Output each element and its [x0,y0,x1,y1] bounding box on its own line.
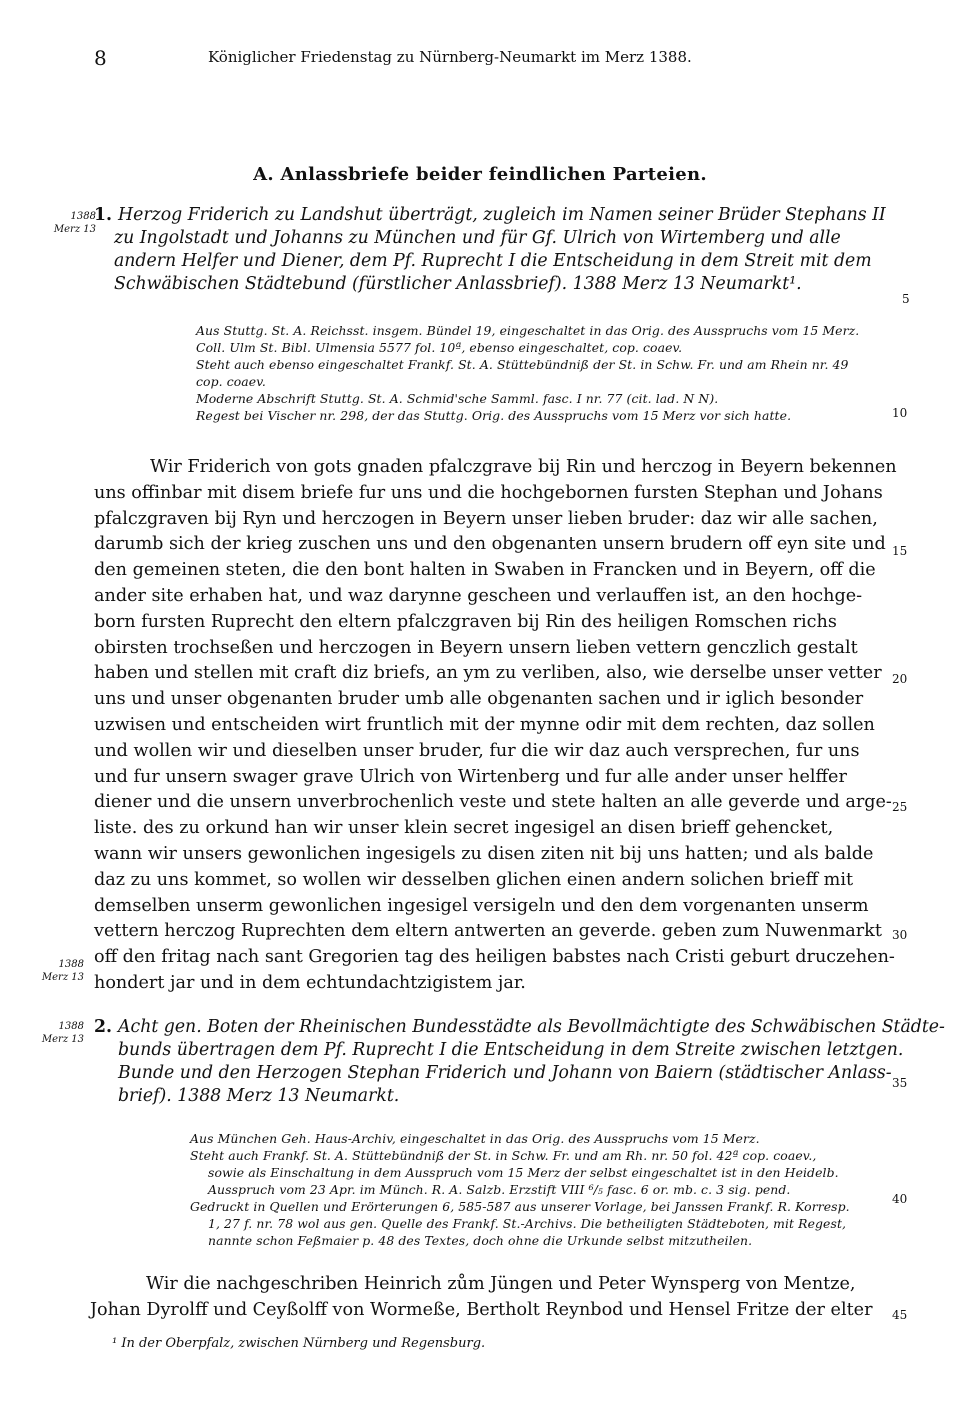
line-number: 40 [892,1192,908,1206]
entry2-sources [190,1130,920,1249]
regest-line: andern Helfer und Diener, dem Pf. Ruprecht I die Entscheidung in dem Streit mit dem [114,251,872,271]
entry-number: 2. [94,1017,113,1037]
source-line: Steht auch ebenso eingeschaltet Frankf. St. A. Stüttebündniß der St. in Schw. Fr. und am Rhein nr. 49 [196,357,849,372]
source-line: 1, 27 f. nr. 78 wol aus gen. Quelle des Frankf. St.-Archivs. Die betheiligten Städteboten, mit Regest, [208,1216,847,1231]
text-line: born fursten Ruprecht den eltern pfalczgraven bij Rin des heiligen Romschen richs [94,611,837,632]
text-line: uzwisen und entscheiden wirt fruntlich mit der mynne odir mit dem rechten, daz sollen [94,714,875,735]
regest-line: 1. Herzog Friderich zu Landshut überträgt, zugleich im Namen seiner Brüder Stephans II [94,205,886,225]
source-line: Regest bei Vischer nr. 298, der das Stuttg. Orig. des Ausspruchs vom 15 Merz vor sich hatte. [196,408,792,423]
text-line: wann wir unsers gewonlichen ingesigels zu disen ziten nit bij uns hatten; und als balde [94,843,874,864]
regest-line: brief). 1388 Merz 13 Neumarkt. [118,1086,400,1106]
line-number: 35 [892,1076,908,1090]
text-line: ander site erhaben hat, und waz darynne gescheen und verlauffen ist, an den hochge- [94,585,863,606]
footnote: ¹ In der Oberpfalz, zwischen Nürnberg und Regensburg. [112,1336,486,1351]
margin-year: 1388 [70,211,96,222]
text-line: Wir Friderich von gots gnaden pfalczgrave bij Rin und herczog in Beyern bekennen [150,457,897,477]
entry-number: 1. [94,205,113,225]
source-line: Ausspruch vom 23 Apr. im Münch. R. A. Salzb. Erzstift VIII ⁶/₅ fasc. 6 or. mb. c. 3 sig. pend. [208,1182,791,1197]
text-line: und fur unsern swager grave Ulrich von Wirtenberg und fur alle ander unser helffer [94,766,847,787]
regest-line: Bunde und den Herzogen Stephan Friderich und Johann von Baiern (städtischer Anlass- [118,1063,892,1083]
line-number: 25 [892,800,908,814]
margin-day: Merz 13 [53,224,96,235]
text-line: uns und unser obgenanten bruder umb alle obgenanten sachen und ir iglich besonder [94,689,864,710]
entry1-regest [94,204,894,296]
margin-day: Merz 13 [41,972,84,983]
text-line: haben und stellen mit craft diz briefs, an ym zu verliben, also, wie derselbe unser vetter [94,663,882,684]
text-line: vettern herczog Ruprechten dem eltern antwerten an geverde. geben zum Nuwenmarkt [94,921,882,942]
line-number: 30 [892,928,908,942]
section-title: A. Anlassbriefe beider feindlichen Parteien. [253,164,707,185]
text-line: daz zu uns kommet, so wollen wir desselben glichen einen andern solichen brieff mit [94,869,854,890]
line-number: 5 [902,292,910,306]
line-number: 15 [892,544,908,558]
line-number: 20 [892,672,908,686]
margin-date-entry1-end [24,958,84,984]
margin-day: Merz 13 [41,1034,84,1045]
text-line: hondert jar und in dem echtundachtzigistem jar. [94,972,526,993]
text-line: off den fritag nach sant Gregorien tag des heiligen babstes nach Cristi geburt druczehen- [94,947,895,968]
text-line: den gemeinen steten, die den bont halten in Swaben in Francken und in Beyern, off die [94,560,876,581]
source-line: sowie als Einschaltung in dem Ausspruch vom 15 Merz der selbst eingeschaltet ist in den Heidelb. [208,1165,839,1180]
text-line: liste. des zu orkund han wir unser klein secret ingesigel an disen brieff gehencket, [94,818,834,839]
source-line: Gedruckt in Quellen und Erörterungen 6, 585-587 aus unserer Vorlage, bei Janssen Frankf. R. Korresp. [190,1199,850,1214]
text-line: uns offinbar mit disem briefe fur uns und die hochgebornen fursten Stephan und Johans [94,482,883,503]
entry1-sources [196,322,926,424]
regest-line: Schwäbischen Städtebund (fürstlicher Anlassbrief). 1388 Merz 13 Neumarkt¹. [114,274,802,294]
text-line: diener und die unsern unverbrochenlich veste und stete halten an alle geverde und arge- [94,792,892,813]
line-number: 10 [892,406,908,420]
entry1-text [94,455,897,997]
source-line: Aus München Geh. Haus-Archiv, eingeschaltet in das Orig. des Ausspruchs vom 15 Merz. [190,1131,760,1146]
source-line: Moderne Abschrift Stuttg. St. A. Schmid'sche Samml. fasc. I nr. 77 (cit. lad. N N). [196,391,719,406]
source-line: Aus Stuttg. St. A. Reichsst. insgem. Bündel 19, eingeschaltet in das Orig. des Ausspruchs vom 15 Merz. [196,323,860,338]
line-number: 45 [892,1308,908,1322]
text-line: obirsten trochseßen und herczogen in Beyern unsern lieben vettern genczlich gestalt [94,637,858,658]
source-line: Coll. Ulm St. Bibl. Ulmensia 5577 fol. 10ª, ebenso eingeschaltet, cop. coaev. [196,340,683,355]
regest-line: 2. Acht gen. Boten der Rheinischen Bundesstädte als Bevollmächtigte des Schwäbischen Städte- [94,1017,945,1037]
page-number: 8 [94,46,107,70]
entry2-text [90,1272,890,1324]
source-line: cop. coaev. [196,374,266,389]
text-line: demselben unserm gewonlichen ingesigel versigeln und den dem vorgenanten unserm [94,895,869,916]
source-line: nannte schon Feßmaier p. 48 des Textes, doch ohne die Urkunde selbst mitzutheilen. [208,1233,753,1248]
text-line: darumb sich der krieg zuschen uns und den obgenanten unsern brudern off eyn site und [94,534,886,555]
margin-year: 1388 [58,1021,84,1032]
text-line: pfalczgraven bij Ryn und herczogen in Beyern unser lieben bruder: daz wir alle sachen, [94,508,878,529]
running-title: Königlicher Friedenstag zu Nürnberg-Neumarkt im Merz 1388. [208,48,692,66]
text-line: Johan Dyrolff und Ceyßolff von Wormeße, Bertholt Reynbod und Hensel Fritze der elter [90,1299,873,1320]
text-line: Wir die nachgeschriben Heinrich zům Jüngen und Peter Wynsperg von Mentze, [146,1274,856,1294]
regest-line: bunds übertragen dem Pf. Ruprecht I die Entscheidung in dem Streite zwischen letztgen. [118,1040,904,1060]
text-line: und wollen wir und dieselben unser bruder, fur die wir daz auch versprechen, fur uns [94,740,860,761]
source-line: Steht auch Frankf. St. A. Stüttebündniß der St. in Schw. Fr. und am Rh. nr. 50 fol. 42ª cop. coaev., [190,1148,817,1163]
margin-date-entry1 [36,210,96,236]
margin-year: 1388 [58,959,84,970]
regest-line: zu Ingolstadt und Johanns zu München und für Gf. Ulrich von Wirtemberg und alle [114,228,841,248]
margin-date-entry2 [24,1020,84,1046]
